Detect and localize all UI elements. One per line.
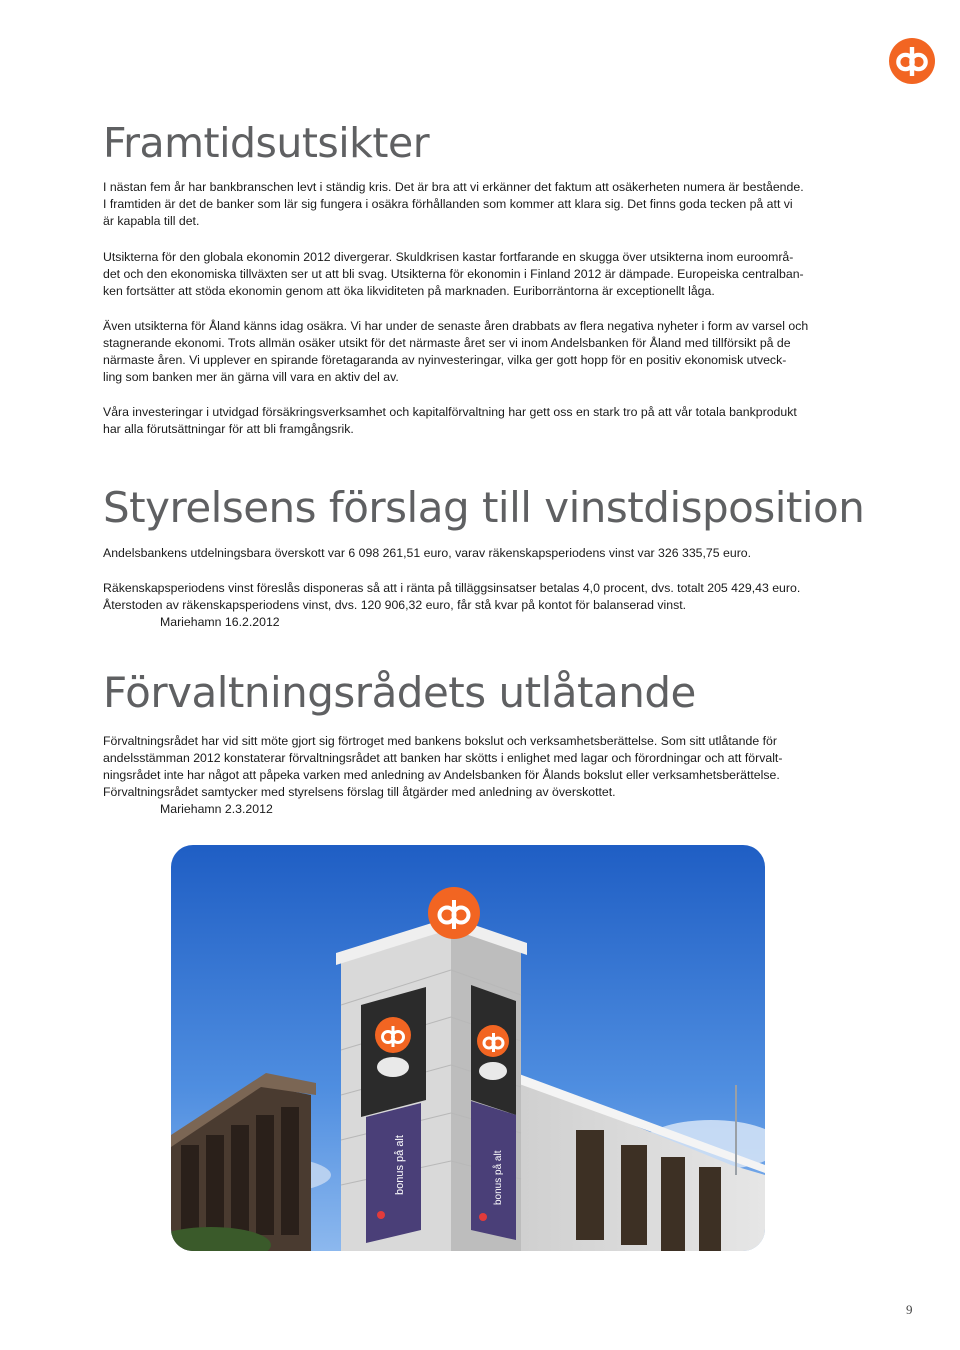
text-line: Även utsikterna för Åland känns idag osäkra. Vi har under de senaste åren drabbats av flera negativa nyheter i form av varsel och (103, 319, 809, 333)
text-line: ken fortsätter att stöda ekonomin genom att öka likviditeten på marknaden. Euriborräntorna är exceptionellt låga. (103, 284, 715, 298)
facade-logo-right-icon (477, 1025, 509, 1057)
text-line: Andelsbankens utdelningsbara överskott var 6 098 261,51 euro, varav räkenskapsperiodens vinst var 326 335,75 euro. (103, 546, 752, 560)
outlook-paragraph-1 (103, 179, 863, 230)
text-line: Återstoden av räkenskapsperiodens vinst, dvs. 120 906,32 euro, får stå kvar på kontot för balanserad vinst. (103, 598, 687, 612)
heading-outlook: Framtidsutsikter (103, 119, 430, 167)
outlook-paragraph-2 (103, 249, 863, 300)
outlook-paragraph-3 (103, 318, 863, 386)
op-bank-logo-icon (889, 38, 935, 84)
heading-council-statement: Förvaltningsrådets utlåtande (103, 668, 696, 717)
profit-paragraph-1 (103, 545, 863, 562)
text-line: andelsstämman 2012 konstaterar förvaltningsrådet att banken har skötts i enlighet med lagar och förordningar och att förvalt- (103, 751, 783, 765)
bank-building-illustration (171, 845, 765, 1251)
text-line: ling som banken mer än gärna vill vara en aktiv del av. (103, 370, 399, 384)
text-line: Förvaltningsrådet har vid sitt möte gjort sig förtroget med bankens bokslut och verksamhetsberättelse. Som sitt utlåtande för (103, 734, 777, 748)
text-line: Förvaltningsrådet samtycker med styrelsens förslag till åtgärder med anledning av överskottet. (103, 785, 616, 799)
heading-profit-disposition: Styrelsens förslag till vinstdisposition (103, 483, 865, 532)
text-line: har alla förutsättningar för att bli framgångsrik. (103, 422, 354, 436)
text-line: stagnerande ekonomi. Trots allmän osäker utsikt för det närmaste året ser vi inom Andelsbanken för Åland med tillförsikt på de (103, 336, 791, 350)
text-line: I framtiden är det de banker som lär sig fungera i osäkra förhållanden som kommer att klara sig. Det finns goda tecken på att vi (103, 197, 793, 211)
profit-paragraph-2 (103, 580, 863, 631)
outlook-paragraph-4 (103, 404, 863, 438)
page-number: 9 (906, 1302, 913, 1317)
place-date: Mariehamn 2.3.2012 (160, 802, 273, 816)
place-date: Mariehamn 16.2.2012 (160, 615, 280, 629)
text-line: Våra investeringar i utvidgad försäkringsverksamhet och kapitalförvaltning har gett oss en stark tro på att vår totala bankprodukt (103, 405, 797, 419)
banner-left-text: bonus på alt (394, 1135, 406, 1195)
text-line: är kapabla till det. (103, 214, 200, 228)
text-line: närmaste åren. Vi upplever en spirande företagaranda av nyinvesteringar, vilka ger gott hopp för en positiv ekonomisk utveck- (103, 353, 787, 367)
text-line: Utsikterna för den globala ekonomin 2012 divergerar. Skuldkrisen kastar fortfarande en skugga över utsikterna inom euroområ- (103, 250, 794, 264)
bank-building-photo (171, 845, 765, 1251)
tower-top-logo-icon (428, 887, 480, 939)
banner-right-text: bonus på alt (493, 1150, 504, 1205)
text-line: Räkenskapsperiodens vinst föreslås disponeras så att i ränta på tilläggsinsatser betalas 4,0 procent, dvs. totalt 205 429,43 euro. (103, 581, 801, 595)
text-line: I nästan fem år har bankbranschen levt i ständig kris. Det är bra att vi erkänner det faktum att osäkerheten numera är bestående. (103, 180, 804, 194)
text-line: ningsrådet inte har något att påpeka varken med anledning av Andelsbanken för Ålands bokslut eller verksamhetsberättelse. (103, 768, 780, 782)
text-line: det och den ekonomiska tillväxten ser ut att bli svag. Utsikterna för ekonomin i Finland 2012 är dämpade. Europeiska centralban- (103, 267, 804, 281)
facade-logo-left-icon (375, 1017, 411, 1053)
council-paragraph-1 (103, 733, 863, 818)
